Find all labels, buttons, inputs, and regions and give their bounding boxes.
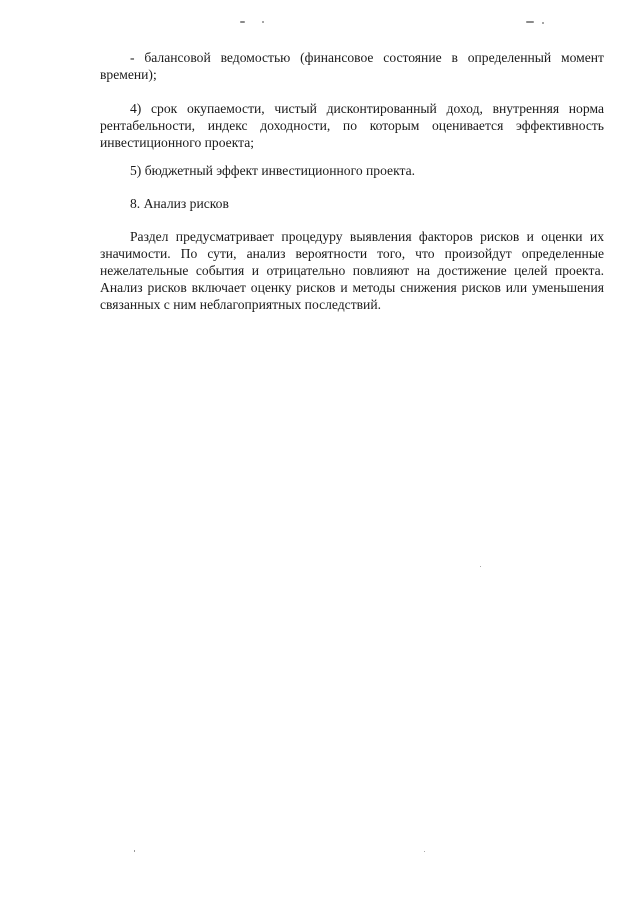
scan-speck (480, 566, 481, 567)
paragraph-budget-effect: 5) бюджетный эффект инвестиционного проекта. (130, 163, 416, 178)
scan-speck (424, 851, 425, 852)
scan-speck (542, 22, 544, 24)
scan-speck (262, 21, 264, 23)
paragraph-payback-indicators: 4) срок окупаемости, чистый дисконтированный доход, внутренняя норма рентабельности, индекс доходности, по которым оценивается эффективность инвестиционного проекта; (100, 101, 604, 150)
paragraph-risk-analysis: Раздел предусматривает процедуру выявления факторов рисков и оценки их значимости. По сути, анализ вероятности того, что произойдут определенные нежелательные события и отрицательно повлияют на достижение целей проекта. Анализ рисков включает оценку рисков и методы снижения рисков или уменьшения связанных с ним неблагоприятных последствий. (100, 229, 604, 312)
section-heading-risk-analysis: 8. Анализ рисков (130, 196, 229, 211)
scan-speck (240, 21, 245, 23)
scan-speck (526, 21, 534, 23)
scan-speck (134, 850, 135, 852)
paragraph-balance-sheet: - балансовой ведомостью (финансовое состояние в определенный момент времени); (100, 50, 604, 82)
